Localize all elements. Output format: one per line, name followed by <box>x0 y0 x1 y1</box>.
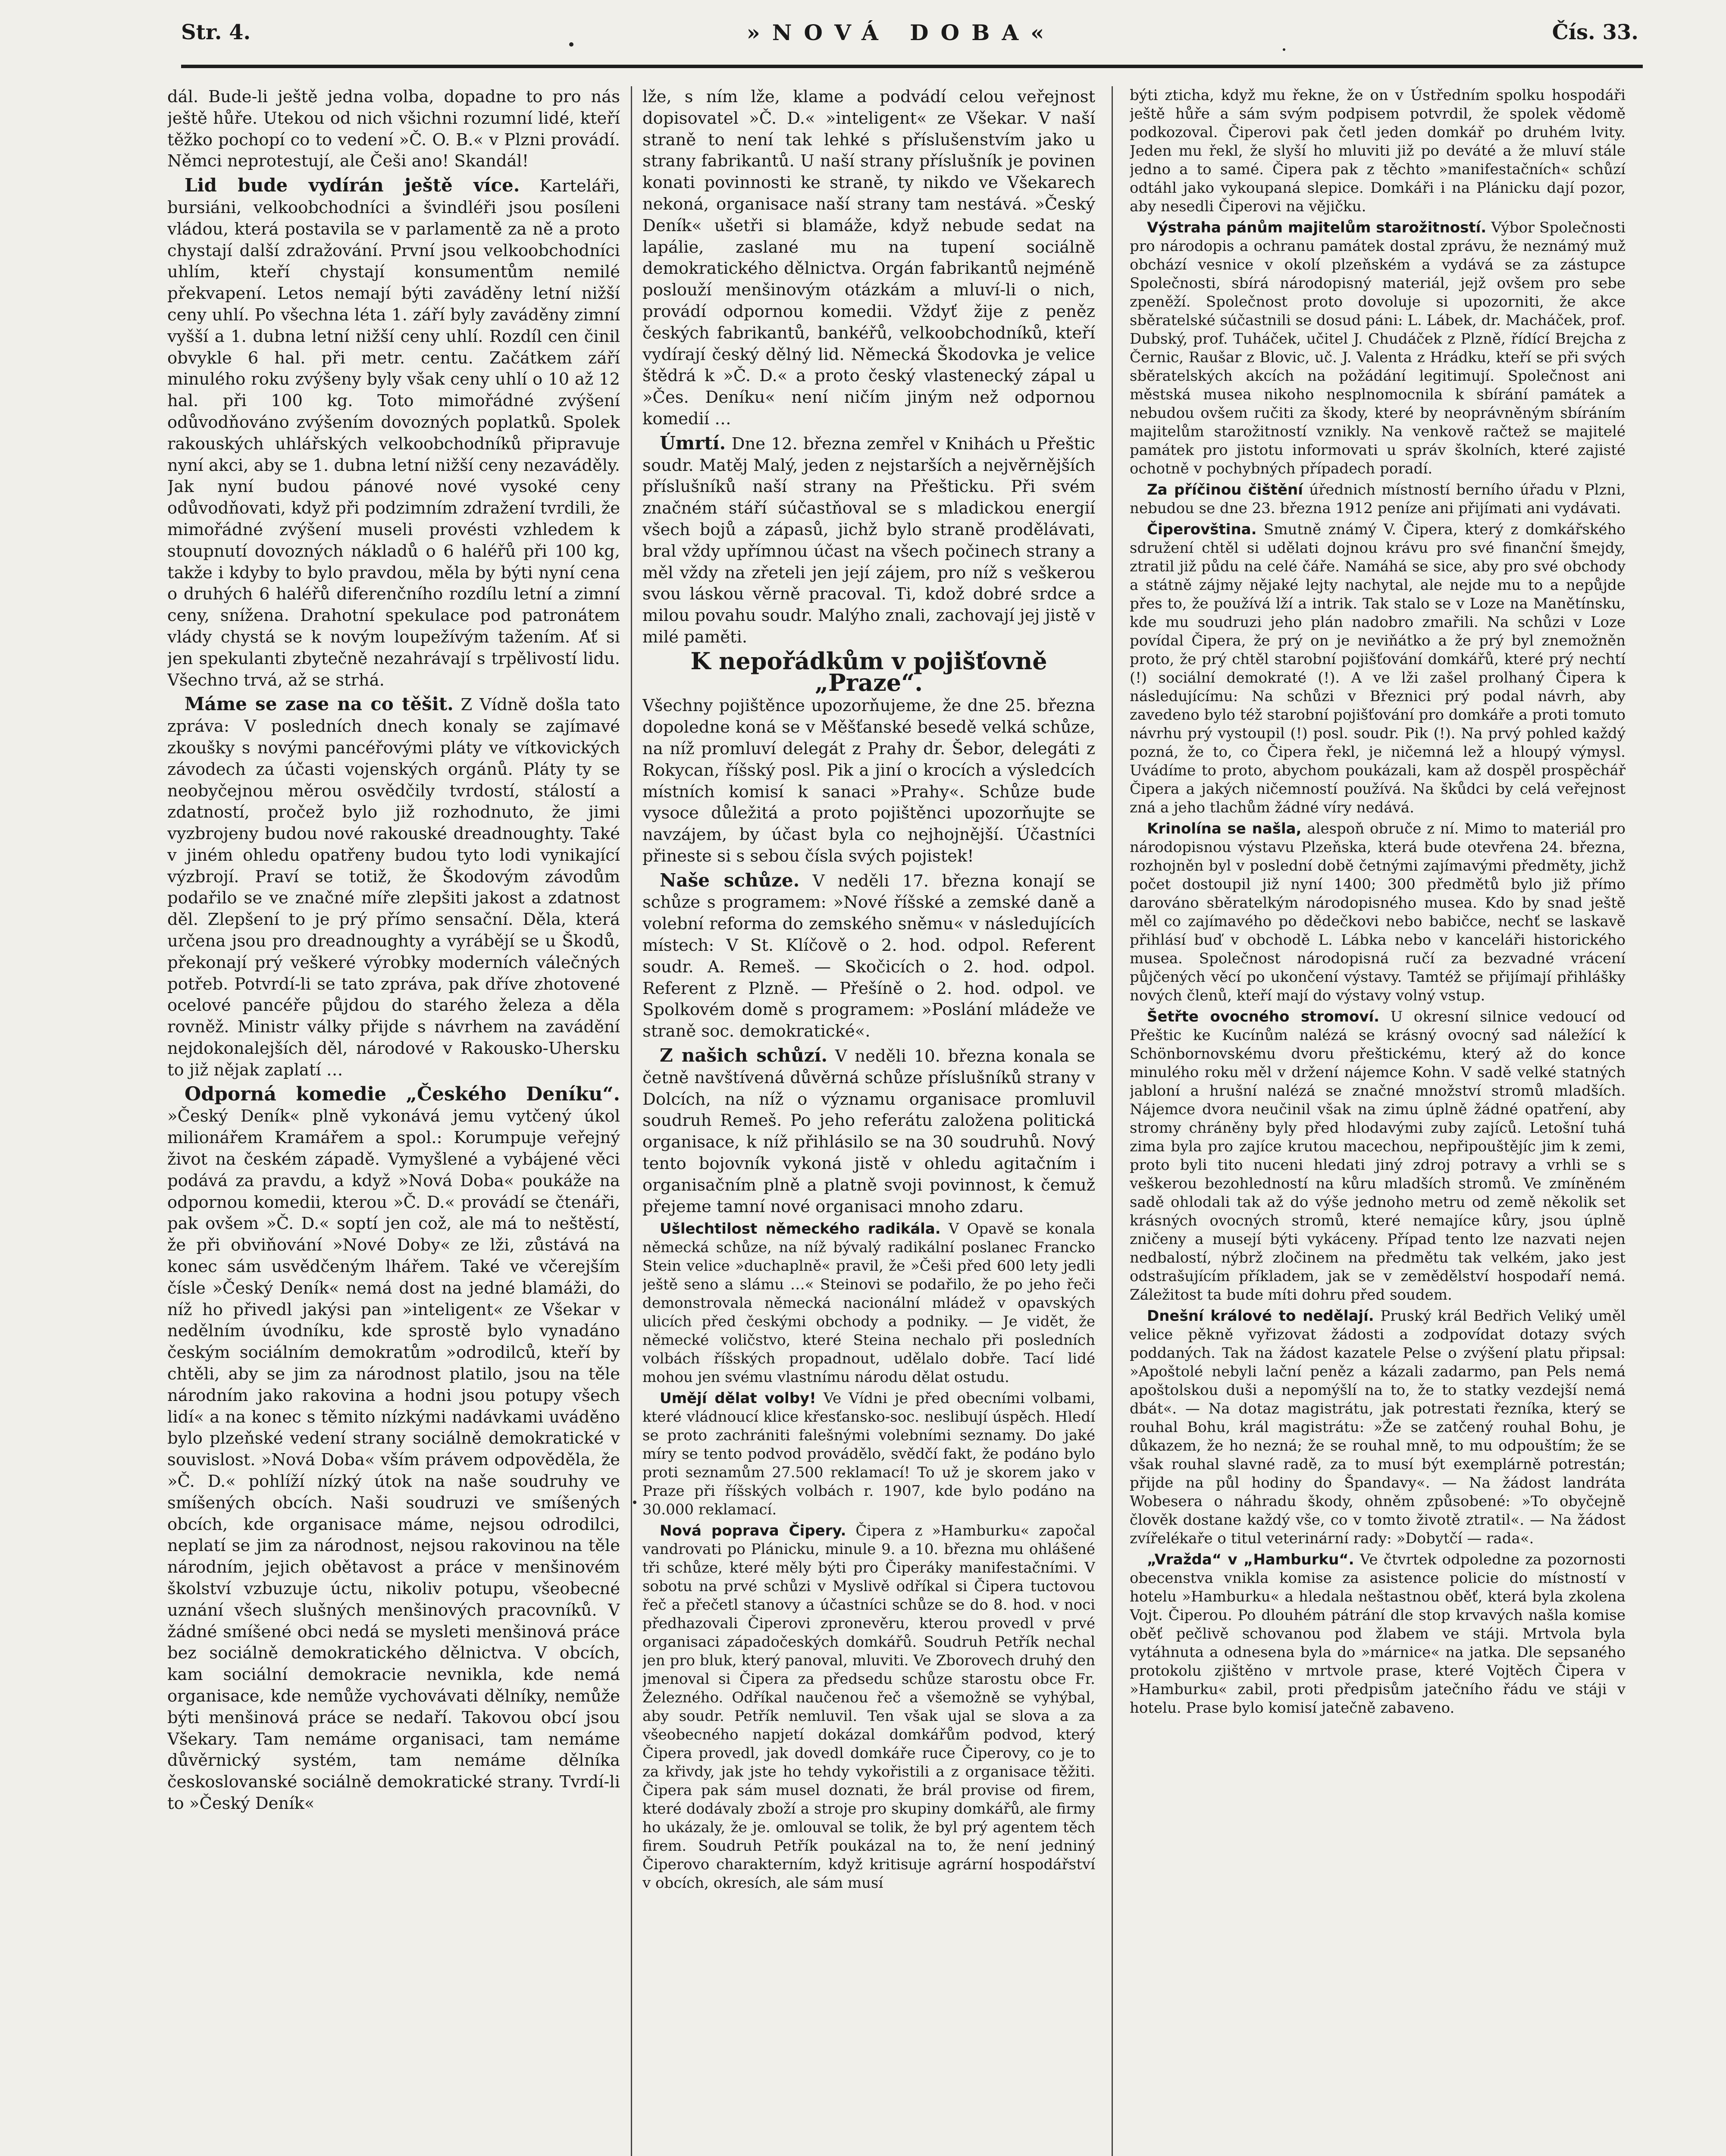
article-heading: Výstraha pánům majitelům starožitností. <box>1147 219 1487 236</box>
article-heading: Za příčinou čištění <box>1147 481 1303 498</box>
article-paragraph <box>1130 820 1626 1005</box>
article-heading: Odporná komedie „Českého Deníku“. <box>185 1083 620 1105</box>
article-text: Ve Vídni je před obecními volbami, které vládnoucí klice křesťansko-soc. neslibují úspěch. Hledí se proto zachrániti falešnými volebními seznamy. Do jaké míry se tento podvod provádělo, svědčí fakt, že podáno bylo proti seznamům 27.500 reklamací! To už je skorem jako v Praze při říšských volbách r. 1907, kde bylo podáno na 30.000 reklamací. <box>642 1390 1095 1519</box>
article-heading: Ušlechtilost německého radikála. <box>660 1220 941 1238</box>
article-text: lže, s ním lže, klame a podvádí celou veřejnost dopisovatel »Č. D.« »inteligent« ze Všekar. V naší straně to není tak lehké s příslušenstvím jako u strany fabrikantů. U naší strany příslušník je povinen konati povinnosti ke straně, ty nikdo ve Všekarech nekoná, organisace naší strany tam nestává. »Český Deník« ušetři si blamáže, když nebude sedat na lapálie, zaslané mu na tupení sociálně demokratického dělnictva. Orgán fabrikantů nejméně poslouží menšinovým otázkám a mluví-li o nich, provádí odpornou komedii. Vždyť žije z peněz českých fabrikantů, bankéřů, velkoobchodníků, kteří vydírají český dělný lid. Německá Škodovka je velice štědrá k »Č. D.« a proto český vlastenecký zápal u »Čes. Deníku« není ničím jiným než odpornou komedií … <box>642 87 1095 429</box>
article-paragraph <box>167 693 620 1081</box>
article-text: V Opavě se konala německá schůze, na níž bývalý radikální poslanec Francko Stein velice »duchaplně« pravil, že »Češi před 600 lety jedli ještě seno a slámu …« Steinovi se podařilo, že po jeho řeči demonstrovala německá nacionální mládež v opavských ulicích před českými obchody a podniky. — Je vidět, že německé voličstvo, které Steina nechalo při posledních volbách říšských propadnout, udělalo dobře. Tací lidé mohou jen svému vlastnímu národu dělat ostudu. <box>642 1220 1095 1386</box>
article-text: Ve čtvrtek odpoledne za pozornosti obecenstva vnikla komise za asistence policie do místností v hotelu »Hamburku« a hledala neštastnou oběť, která byla zkolena Vojt. Čiperou. Po dlouhém pátrání dle stop krvavých našla komise oběť pečlivě schovanou pod žlabem ve stáji. Mrtvola byla vytáhnuta a odnesena byla do »márnice« na jatka. Dle sepsaného protokolu zjištěno v mrtvole prase, které Vojtěch Čipera v »Hamburku« zabil, proti předpisům jatečního řádu ve stáji v hotelu. Prase bylo komisí jatečně zabaveno. <box>1130 1551 1626 1717</box>
article-paragraph <box>642 1389 1095 1519</box>
article-heading: Umějí dělat volby! <box>660 1390 816 1407</box>
article-paragraph <box>1130 1551 1626 1717</box>
article-paragraph <box>1130 481 1626 518</box>
article-paragraph <box>167 1084 620 1814</box>
article-paragraph <box>167 175 620 691</box>
scan-speck <box>633 1501 636 1504</box>
article-text: úřednich místností berního úřadu v Plzni, nebudou se dne 23. března 1912 peníze ani přijímati ani vydávati. <box>1130 481 1626 517</box>
article-text: Smutně známý V. Čipera, který z domkářského sdružení chtěl si udělati dojnou krávu pro své finanční šmejdy, ztratil již půdu na celé čáře. Namáhá se sice, aby pro své obchody a státně zájmy nějaké lejty nachytal, ale nejde mu to a nepůjde přes to, že používá lží a intrik. Tak stalo se v Loze na Manětínsku, kde mu soudruzi jeho plán nadobro zmařili. Na schůzi v Loze povídal Čipera, že prý on je neviňátko a že prý byl znemožněn proto, že prý chtěl starobní pojišťování domkářů, které prý nechtí (!) sociální demokraté (!). A ve lži zašel prolhaný Čipera k následujícímu: Na schůzi v Březnici prý podal návrh, aby zavedeno bylo též starobní pojišťování pro domkáře a proti tomuto návrhu prý vystoupil (!) posl. soudr. Pik (!). Na prvý pohled každý pozná, že to, co Čipera řekl, je ničemná lež a hloupý výmysl. Uvádíme to proto, abychom poukázali, kam až dospěl prospěchář Čipera a jakých ničemností používá. Na škůdci by celá veřejnost zná a jeho tlachům žádné víry nedává. <box>1130 521 1626 816</box>
article-paragraph <box>642 1522 1095 1893</box>
column-3 <box>1130 86 1626 2156</box>
article-paragraph <box>1130 1008 1626 1304</box>
masthead-title: »NOVÁ DOBA« <box>746 19 1056 45</box>
column-1 <box>167 86 620 2156</box>
article-heading: Naše schůze. <box>660 869 800 891</box>
scan-speck <box>1283 48 1285 51</box>
article-paragraph <box>642 432 1095 648</box>
article-heading: Lid bude vydírán ještě více. <box>185 175 520 196</box>
article-heading: Máme se zase na co těšit. <box>185 693 454 715</box>
article-text: Výbor Společnosti pro národopis a ochranu památek dostal zprávu, že neznámý muž obchází vesnice v okolí plzeňském a vydává se za zástupce Společnosti, sbírá národopisný materiál, jejž ovšem pro sebe zpeněží. Společnost proto dovoluje si upozorniti, že akce sběratelské súčastnili se dosud páni: L. Lábek, dr. Macháček, prof. Dubský, prof. Tuháček, učitel J. Chudáček z Plzně, řídící Brejcha z Černic, Raušar z Blovic, uč. J. Valenta z Hrádku, kteří se při svých sběratelských akcích na požádání legitimují. Společnost ani městská musea nikoho nesplnomocnila k sbírání památek a nebudou ovšem ručiti za škody, které by neoprávněným sbíráním majitelům starožitností vznikly. Na venkově račtež se majitelé památek pro jistotu informovati u správ školních, které zajisté ochotně v pochybných případech poradí. <box>1130 219 1626 477</box>
article-paragraph <box>1130 219 1626 478</box>
article-text: alespoň obruče z ní. Mimo to materiál pro národopisnou výstavu Plzeňska, která bude otevřena 24. března, rozhojněn byl v poslední době četnými zajímavými předměty, jichž počet dostoupil již nyní 1400; 300 předmětů bylo již přímo darováno sběratelkým národopisného musea. Kdo by snad ještě měl co zajímavého po dědečkovi nebo babičce, nechť se laskavě přihlásí buď v obchodě L. Lábka nebo v kanceláři historického musea. Společnost národopisná ručí za bezvadné vrácení půjčených věcí po ukončení výstavy. Tamtéž se přijímají přihlášky nových členů, kteří mají do výstavy volný vstup. <box>1130 820 1626 1004</box>
article-heading: K nepořádkům v pojišťovně „Praze“. <box>690 647 1047 696</box>
article-heading: Krinolína se našla, <box>1147 820 1302 837</box>
article-text: »Český Deník« plně vykonává jemu vytčený úkol milionářem Kramářem a spol.: Korumpuje veřejný život na českém západě. Vymyšlené a vybájené věci podává za pravdu, a když »Nová Doba« poukáže na odpornou komedii, kterou »Č. D.« provádí se čtenáři, pak ovšem »Č. D.« soptí jen což, ale má to neštěstí, že při obviňování »Nové Doby« ze lži, zůstává na konec sám usvědčeným lhářem. Také ve včerejším čísle »Český Deník« nemá dost na jedné blamáži, do níž ho přivedl jakýsi pan »inteligent« ze Všekar v nedělním úvodníku, kde sprostě bylo vynadáno českým sociálním demokratům »odrodilců, kteří by chtěli, aby se jim za národnost platilo, jsou na těle národním jako rakovina a hodni jsou potupy všech lidí« a na konec s těmito nízkými nadávkami uváděno bylo plzeňské vedení strany sociálně demokratické v souvislost. »Nová Doba« vším právem odpověděla, že »Č. D.« pohlíží nízký útok na naše soudruhy ve smíšených obcích. Naši soudruzi ve smíšených obcích, kde organisace máme, nejsou odrodilci, neplatí se jim za národnost, nejsou rakovinou na těle národním, jejich obětavost a práce v menšinovém školství vzbuzuje úctu, nikoliv potupu, všeobecné uznání všech slušných menšinových pracovníků. V žádné smíšené obci nedá se mysleti menšinová práce bez sociálně demokratického dělnictva. V obcích, kam sociální demokracie nevnikla, kde nemá organisace, kde nemůže vychovávati dělníky, nemůže býti menšinová práce se nedaří. Takovou obcí jsou Všekary. Tam nemáme organisaci, tam nemáme důvěrnický systém, tam nemáme dělníka českoslovanské sociálně demokratické strany. Tvrdí-li to »Český Deník« <box>167 1106 620 1813</box>
article-text: U okresní silnice vedoucí od Přeštic ke Kucínům nalézá se krásný ovocný sad náležící k Schönbornovskému dvoru přeštickému, který až do konce minulého roku měl v držení nájemce Kohn. V sadě velké statných jabloní a hrušní nalézá se značné množství stromů mladších. Nájemce dvora neučinil však na zimu úplně žádné opatření, aby stromy chráněny byly před hlodavými zuby zajíců. Letošní tuhá zima byla pro zajíce krutou macechou, nepřipouštějíc jim k zemi, proto byli tito nuceni hledati jiný zdroj potravy a vrhli se s veškerou bezohledností na kůru mladších stromů. Ve zmíněném sadě ohlodali tak až do výše jednoho metru od země několik set krásných ovocných stromů, které nemajíce kůry, jsou úplně zničeny a musejí býti vykáceny. Případ tento lze nazvati nejen nedbalostí, nýbrž zločinem na předmětu tak velkém, jako jest odstrašujícím příkladem, jak se v zemědělství hospodaří nemá. Záležitost ta bude míti dohru před soudem. <box>1130 1008 1626 1304</box>
article-heading: „Vražda“ v „Hamburku“. <box>1147 1551 1354 1568</box>
article-paragraph <box>642 1045 1095 1217</box>
column-rule-2 <box>1112 86 1113 2156</box>
article-heading: Úmrtí. <box>660 432 726 454</box>
article-heading: Šetřte ovocného stromoví. <box>1147 1008 1380 1025</box>
article-text: Všechny pojištěnce upozorňujeme, že dne 25. března dopoledne koná se v Měšťanské besedě velká schůze, na níž promluví delegát z Prahy dr. Šebor, delegáti z Rokycan, říšský posl. Pik a jiní o krocích a výsledcích místních komisí k sanaci »Prahy«. Schůze bude vysoce důležitá a proto pojištěnci upozorňujte se navzájem, by účast byla co nejhojnější. Účastníci přineste si s sebou čísla svých pojistek! <box>642 696 1095 866</box>
column-rule-1 <box>631 86 632 2156</box>
article-text: Z Vídně došla tato zpráva: V posledních dnech konaly se zajímavé zkoušky s novými pancéřovými pláty ve vítkovických závodech za účasti vojenských orgánů. Pláty ty se neobyčejnou měrou osvědčily tvrdostí, stálostí a zdatností, pročež bylo již rozhodnuto, že jimi vyzbrojeny budou nové rakouské dreadnoughty. Také v jiném ohledu opatřeny budou tyto lodi vynikající výzbrojí. Praví se totiž, že Škodovým závodům podařilo se ve značné míře zlepšiti jakost a zdatnost děl. Zlepšení to je prý přímo sensační. Děla, která určena jsou pro dreadnoughty a vyrábějí se u Škodů, překonají prý veškeré výrobky moderních válečných potřeb. Potvrdí-li se tato zpráva, pak dříve zhotovené ocelové pancéře půjdou do starého železa a děla rovněž. Ministr války přijde s návrhem na zavádění nejdokonalejších děl, národové v Rakousko-Uhersku to již nějak zaplatí … <box>167 695 620 1080</box>
article-paragraph <box>1130 1307 1626 1548</box>
article-heading: Nová poprava Čipery. <box>660 1522 846 1540</box>
article-text: býti zticha, když mu řekne, že on v Ústředním spolku hospodáři ještě hůře a sám svým podpisem potvrdil, že spolek vědomě podkozoval. Čiperovi pak četl jeden domkář po druhém lvity. Jeden mu řekl, že slyší ho mluviti již po deváté a že mluví stále jedno a to samé. Čipera pak z těchto »manifestačních« schůzí odtáhl jako vykoupaná slepice. Domkáři i na Plánicku dají pozor, aby nesedli Čiperovi na vějičku. <box>1130 87 1626 215</box>
issue-number: Čís. 33. <box>1552 20 1638 44</box>
article-text: V neděli 17. března konají se schůze s programem: »Nové říšské a zemské daně a volební reforma do zemského sněmu« v následujících místech: V St. Klíčově o 2. hod. odpol. Referent soudr. A. Remeš. — Skočicích o 2. hod. odpol. Referent z Plzně. — Přešíně o 2. hod. odpol. ve Spolkovém domě s programem: »Poslání mládeže ve straně soc. demokratické«. <box>642 871 1095 1041</box>
article-heading: Z našich schůzí. <box>660 1045 828 1066</box>
scan-speck <box>569 42 573 47</box>
header-rule <box>181 65 1643 68</box>
article-text: Karteláři, bursiáni, velkoobchodníci a švindléři jsou posíleni vládou, která postavila se v parlamentě za ně a proto chystají další zdražování. První jsou velkoobchodníci uhlím, kteří chystají konsumentům nemilé překvapení. Letos nemají býti zaváděny letní nižší ceny uhlí. Po všechna léta 1. září byly zaváděny zimní vyšší a 1. dubna letní nižší ceny uhlí. Rozdíl cen činil obvykle 6 hal. při metr. centu. Začátkem září minulého roku zvýšeny byly však ceny uhlí o 10 až 12 hal. při 100 kg. Toto mimořádné zvýšení odůvodňováno zvýšením dovozných poplatků. Spolek rakouských uhlářských velkoobchodníků připravuje nyní akci, aby se 1. dubna letní nižší ceny nezaváděly. Jak nyní budou pánové nové vysoké ceny odůvodňovati, když při podzimním zdražení tvrdili, že mimořádné zvýšení museli provésti vzhledem k stoupnutí dovozných nákladů o 6 haléřů při 100 kg, takže i kdyby to bylo pravdou, měla by býti nyní cena o druhých 6 haléřů diferenčního rozdílu letní a zimní ceny, snížena. Drahotní spekulace pod patronátem vlády chystá se k novým loupežívým tažením. Ať si jen spekulanti zbytečně nezahrávají s trpělivostí lidu. Všechno trvá, až se strhá. <box>167 176 620 690</box>
article-heading: Čiperovština. <box>1147 521 1257 538</box>
article-text: Čipera z »Hamburku« započal vandrovati po Plánicku, minule 9. a 10. března mu ohlášené tři schůze, které měly býti pro Čiperáky manifestačními. V sobotu na prvé schůzi v Myslivě odříkal si Čipera tuctovou řeč a přečetl stanovy a účastníci schůze se do 8. hod. v noci předhazovali Čiperovi zpronevěru, kterou provedl v prvé organisaci západočeských domkářů. Soudruh Petřík nechal jen pro bluk, který panoval, mluviti. Ve Zborovech druhý den jmenoval si Čipera za předsedu schůze starostu obce Fr. Železného. Odříkal naučenou řeč a všemožně se vyhýbal, aby soudr. Petřík nemluvil. Ten však ujal se slova a za všeobecného napjetí dokázal domkářům podvod, který Čipera provedl, jak dovedl domkáře ruce Čiperovy, co je to za křivdy, jak jste ho tehdy vykořistili a z organisace těžiti. Čipera pak sám musel doznati, že brál provise od firem, které dodávaly zboží a stroje pro skupiny domkářů, ale firmy ho ukázaly, že je. omlouval se tolik, že byl prý agentem těch firem. Soudruh Petřík poukázal na to, že není jedniný Čiperovo charakterním, když kritisuje agrární hospodářství v obcích, okresích, ale sám musí <box>642 1522 1095 1892</box>
page-number: Str. 4. <box>181 20 251 44</box>
page-header <box>181 9 1638 56</box>
article-paragraph <box>642 1220 1095 1387</box>
article-text: V neděli 10. března konala se četně navštívená důvěrná schůze příslušníků strany v Dolcích, na níž o významu organisace promluvil soudruh Remeš. Po jeho referátu založena politická organisace, k níž přihlásilo se na 30 soudruhů. Nový tento bojovník vykoná jistě v ohledu agitačním i organisačním plně a platně svoji povinnost, k čemuž přejeme tamní nové organisaci mnoho zdaru. <box>642 1047 1095 1216</box>
article-paragraph <box>1130 520 1626 817</box>
article-paragraph <box>642 870 1095 1042</box>
article-text: dál. Bude-li ještě jedna volba, dopadne to pro nás ještě hůře. Utekou od nich všichni rozumní lidé, kteří těžko pochopí co to vedení »Č. O. B.« v Plzni provádí. Němci neprotestují, ale Češi ano! Skandál! <box>167 87 620 171</box>
article-text: Dne 12. března zemřel v Knihách u Přeštic soudr. Matěj Malý, jeden z nejstarších a nejvěrnějších příslušníků naší strany na Přešticku. Při svém značném stáří súčastňoval se s mladickou energií všech bojů a zápasů, jichž bylo straně prodělávati, bral vždy upřímnou účast na všech počinech strany a měl vždy na zřeteli jen její zájem, pro níž s veškerou svou láskou věrně pracoval. Ti, kdož dobré srdce a milou povahu soudr. Malýho znali, zachovají jej jistě v milé paměti. <box>642 434 1095 647</box>
article-heading: Dnešní králové to nedělají. <box>1147 1307 1374 1325</box>
article-text: Pruský král Bedřich Veliký uměl velice pěkně vyřizovat žádosti a zodpovídat dotazy svých poddaných. Tak na žádost kazatele Pelse o zvýšení platu připsal: »Apoštolé nebyli lační peněz a kázali zadarmo, pan Pels nemá apoštolskou duši a nepomýšlí na to, že to statky vezdejší nemá dbát«. — Na dotaz magistrátu, jak potrestati řezníka, který se rouhal Bohu, král magistrátu: »Že se zatčený rouhal Bohu, je důkazem, že ho nezná; že se rouhal mně, to mu odpouštím; že se však rouhal slavné radě, za to musí být exemplárně potrestán; přijde na půl hodiny do Špandavy«. — Na žádost landráta Wobesera o náhradu škody, ohněm způsobené: »To obyčejně člověk dostane každý vše, co v tomto životě ztratil«. — Na žádost zvířelékaře o titul veterinární rady: »Dobytčí — rada«. <box>1130 1307 1626 1547</box>
column-2 <box>642 86 1095 2156</box>
